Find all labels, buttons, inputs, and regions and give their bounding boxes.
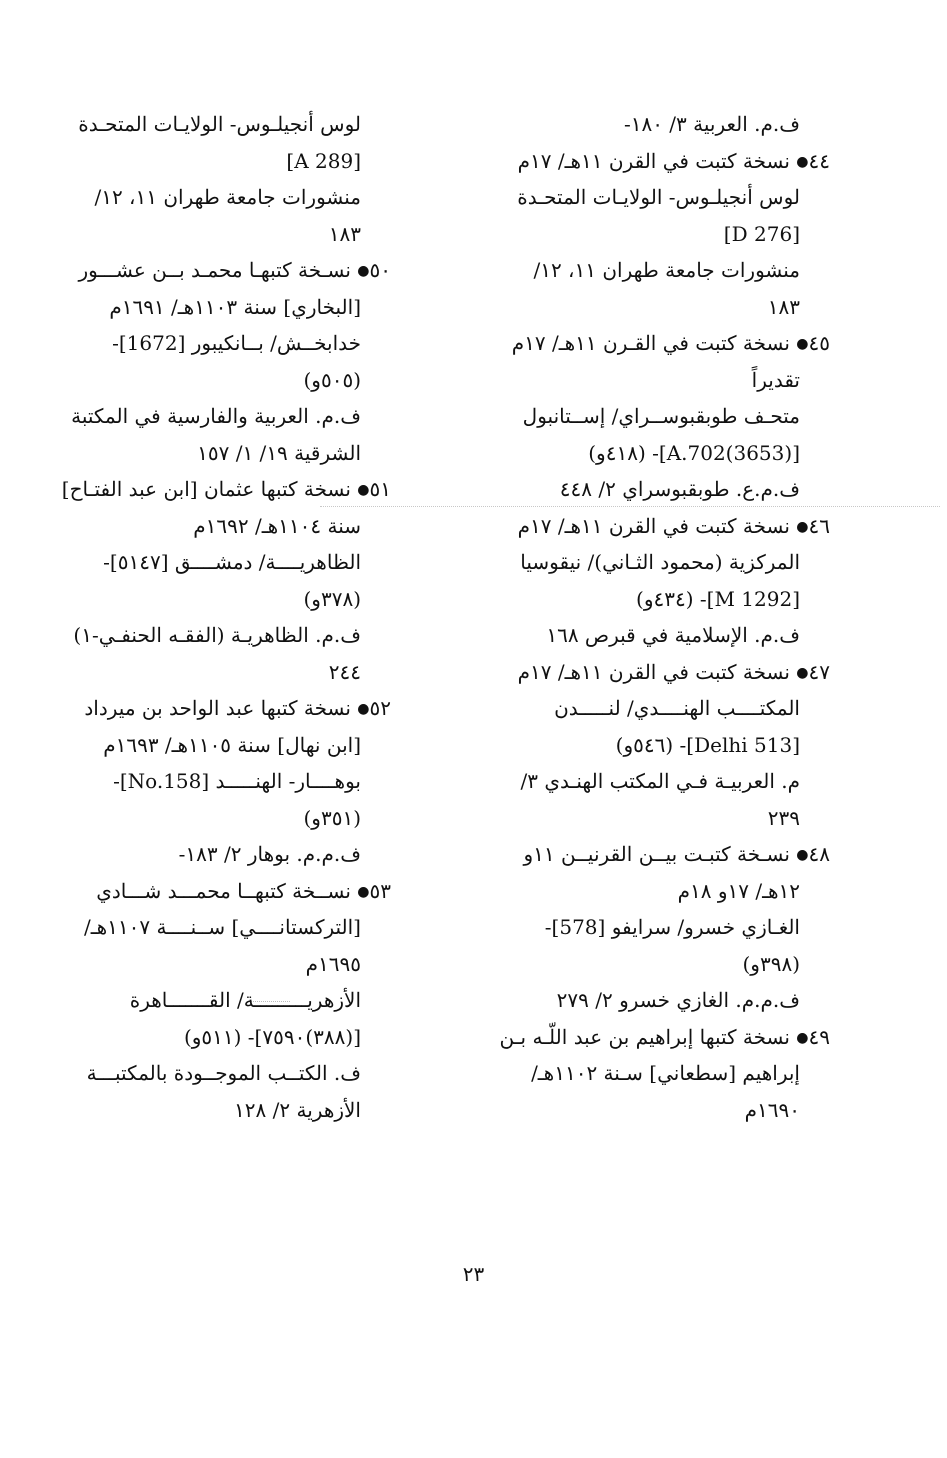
entry-detail-line	[490, 252, 830, 289]
entry-detail-line	[490, 873, 830, 910]
entry-title: نسخة كتبت في القـرن ١١هـ/ ١٧م	[511, 331, 797, 355]
entry-number: ٥٢	[369, 696, 391, 720]
entry-detail-line	[490, 946, 830, 983]
entry-detail-line	[490, 617, 830, 654]
entry-detail-text: [ابن نهال] سنة ١١٠٥هـ/ ١٦٩٣م	[103, 732, 361, 757]
bullet-icon: ●	[796, 1029, 809, 1046]
left-column	[61, 106, 391, 1128]
entry-detail-text: [(3653)A.702]- (٤١٨و)	[588, 440, 800, 465]
entry-detail-text: [M 1292]- (٤٣٤و)	[636, 586, 800, 611]
entry-detail-text: [(٣٨٨)٧٥٩٠]- (٥١١و)	[183, 1024, 361, 1049]
entry-detail-text: [D 276]	[723, 221, 800, 246]
manuscript-entry	[78, 252, 391, 289]
entry-detail-line	[490, 727, 830, 764]
entry-detail-line	[94, 179, 391, 216]
entry-detail-line	[490, 216, 830, 253]
entry-title: نسخة كتبها عبد الواحد بن ميرداد	[84, 696, 358, 720]
entry-detail-text: (٣٧٨و)	[303, 586, 361, 611]
entry-detail-line	[490, 289, 830, 326]
entry-detail-text: الأزهريـــــــــة/ القـــــــاهرة	[129, 988, 361, 1012]
entry-detail-text: [Delhi 513]- (٥٤٦و)	[615, 732, 800, 757]
entry-detail-text: م. العربيـة فـي المكتب الهنـدي ٣/	[520, 769, 800, 793]
entry-detail-text: المركزية (محمود الثـاني)/ نيقوسيا	[520, 550, 800, 574]
entry-detail-text: [التركستانــــي] ســنــــة ١١٠٧هـ/	[83, 915, 361, 939]
entry-detail-line	[78, 106, 391, 143]
page-number: ٢٣	[462, 1262, 485, 1286]
entry-detail-line	[105, 1092, 391, 1129]
entry-detail-text: الأزهرية ٢/ ١٢٨	[234, 1097, 361, 1122]
entry-detail-line	[71, 398, 391, 435]
entry-detail-line	[490, 1055, 830, 1092]
entry-title: نسخة كتبت في القرن ١١هـ/ ١٧م	[517, 659, 797, 684]
bullet-icon: ●	[796, 847, 809, 863]
entry-detail-text: (٣٥١و)	[303, 805, 361, 830]
entry-detail-line	[86, 1055, 391, 1092]
entry-detail-line	[105, 362, 391, 399]
bullet-icon: ●	[357, 701, 370, 717]
entry-number: ٤٨	[808, 842, 830, 866]
entry-detail-line	[490, 763, 830, 800]
entry-detail-text: خدابخــش/ بــانكيبور [1672]-	[112, 331, 361, 355]
entry-detail-text: متحـف طوبقبوســراي/ إســتانبول	[522, 404, 800, 428]
entry-detail-line	[490, 398, 830, 435]
entry-detail-text: ١٨٣	[767, 294, 800, 319]
manuscript-entry	[490, 1019, 830, 1056]
entry-detail-line	[105, 581, 391, 618]
manuscript-entry	[490, 325, 830, 362]
entry-detail-line	[105, 800, 391, 837]
entry-detail-text: ف.م. العربية والفارسية في المكتبة	[71, 404, 361, 428]
entry-detail-line	[105, 1019, 391, 1056]
entry-detail-text: ف.م. الظاهريـة (الفقـه الحنفـي-١)	[73, 623, 361, 647]
entry-number: ٤٧	[808, 659, 830, 684]
entry-detail-line	[73, 617, 391, 654]
bullet-icon: ●	[357, 883, 370, 900]
entry-number: ٤٥	[808, 331, 830, 355]
entry-detail-text: [البخاري] سنة ١١٠٣هـ/ ١٦٩١م	[109, 294, 361, 319]
manuscript-entry	[61, 471, 391, 508]
entry-detail-text: ٢٣٩	[767, 805, 800, 830]
entry-detail-line	[105, 836, 391, 873]
entry-detail-line	[83, 909, 391, 946]
entry-detail-text: ف.م. الإسلامية في قبرص ١٦٨	[546, 623, 800, 647]
manuscript-entry	[490, 836, 830, 873]
manuscript-entry	[96, 873, 391, 910]
entry-detail-text: [A 289]	[286, 148, 361, 173]
entry-number: ٤٤	[808, 148, 830, 173]
entry-detail-line	[105, 763, 391, 800]
entry-detail-line	[105, 982, 391, 1019]
entry-detail-line	[105, 143, 391, 180]
entry-detail-line	[490, 179, 830, 216]
entry-detail-text: ٢٤٤	[328, 659, 361, 684]
bullet-icon: ●	[796, 664, 809, 681]
entry-detail-text: (٥٠٥و)	[303, 367, 361, 392]
entry-title: نسـخة كتبـت بيــن القرنيــن ١١و	[523, 842, 797, 866]
manuscript-entry	[490, 654, 830, 691]
bullet-icon: ●	[357, 482, 370, 498]
entry-detail-line	[105, 544, 391, 581]
entry-detail-text: الظاهريــــة/ دمشــــق [٥١٤٧]-	[103, 550, 361, 574]
entry-detail-line	[490, 106, 830, 143]
entry-detail-text: الغـازي خسرو/ سرايفو [578]-	[544, 915, 800, 939]
entry-detail-line	[105, 216, 391, 253]
entry-number: ٥٣	[369, 878, 391, 903]
entry-detail-line	[105, 289, 391, 326]
entry-number: ٥٠	[369, 258, 391, 282]
entry-detail-text: ف.م.ع. طوبقبوسراي ٢/ ٤٤٨	[559, 477, 800, 501]
entry-detail-line	[490, 800, 830, 837]
entry-detail-text: سنة ١١٠٤هـ/ ١٦٩٢م	[193, 513, 361, 538]
entry-detail-text: (٣٩٨و)	[742, 951, 800, 976]
entry-detail-text: لوس أنجيلـوس- الولايـات المتحـدة	[517, 185, 800, 209]
entry-detail-text: ١٦٩٠م	[744, 1097, 800, 1122]
entry-title: نســخة كتبهــا محمـــد شـــادي	[96, 878, 358, 903]
right-column	[490, 106, 830, 1128]
manuscript-entry	[490, 508, 830, 545]
bullet-icon: ●	[796, 153, 809, 170]
entry-detail-text: الشرقية ١٩/ ١/ ١٥٧	[197, 440, 361, 465]
bullet-icon: ●	[357, 263, 370, 279]
entry-title: نسخة كتبت في القرن ١١هـ/ ١٧م	[517, 513, 797, 538]
entry-title: نسخة كتبت في القرن ١١هـ/ ١٧م	[517, 148, 797, 173]
entry-detail-text: ف.م.م. الغازي خسرو ٢/ ٢٧٩	[556, 988, 800, 1012]
entry-detail-line	[490, 982, 830, 1019]
entry-detail-text: بوهــــار- الهنـــــد [No.158]-	[113, 769, 361, 793]
manuscript-entry	[84, 690, 391, 727]
entry-detail-line	[105, 435, 391, 472]
entry-detail-line	[105, 946, 391, 983]
entry-detail-text: ١٢هـ/ ١٧و ١٨م	[677, 878, 800, 903]
entry-detail-line	[490, 690, 830, 727]
entry-title: نسخة كتبها إبراهيم بن عبد اللّـه بـن	[499, 1024, 797, 1049]
entry-detail-line	[490, 435, 830, 472]
entry-detail-text: منشورات جامعة طهران ١١، ١٢/	[533, 258, 800, 282]
entry-detail-text: المكتــــب الهنــــدي/ لنـــــدن	[554, 696, 800, 720]
entry-number: ٤٦	[808, 513, 830, 538]
bullet-icon: ●	[796, 518, 809, 535]
entry-detail-text: منشورات جامعة طهران ١١، ١٢/	[94, 185, 361, 209]
entry-detail-line	[105, 325, 391, 362]
entry-detail-line	[105, 654, 391, 691]
entry-detail-text: تقديراً	[751, 367, 800, 392]
entry-detail-text: ١٦٩٥م	[305, 951, 361, 976]
entry-detail-line	[490, 544, 830, 581]
entry-detail-text: لوس أنجيلـوس- الولايـات المتحـدة	[78, 112, 361, 136]
entry-detail-text: ف.م. العربية ٣/ ١٨٠-	[623, 112, 800, 136]
entry-detail-line	[105, 508, 391, 545]
entry-detail-line	[490, 909, 830, 946]
entry-number: ٤٩	[808, 1024, 830, 1049]
entry-title: نسخة كتبها عثمان [ابن عبد الفتـاح]	[61, 477, 358, 501]
entry-detail-text: ف. الكتــب الموجــودة بالمكتبـــة	[86, 1061, 361, 1085]
entry-detail-text: ١٨٣	[328, 221, 361, 246]
bullet-icon: ●	[796, 336, 809, 352]
entry-title: نسـخة كتبهـا محمـد بــن عشـــور	[78, 258, 358, 282]
entry-detail-line	[490, 362, 830, 399]
entry-detail-text: إبراهيم [سطعاني] سـنة ١١٠٢هـ/	[531, 1061, 800, 1085]
entry-detail-line	[490, 1092, 830, 1129]
entry-detail-line	[105, 727, 391, 764]
entry-detail-line	[490, 471, 830, 508]
entry-detail-text: ف.م.م. بوهار ٢/ ١٨٣-	[178, 842, 361, 866]
manuscript-entry	[490, 143, 830, 180]
entry-number: ٥١	[369, 477, 391, 501]
entry-detail-line	[490, 581, 830, 618]
